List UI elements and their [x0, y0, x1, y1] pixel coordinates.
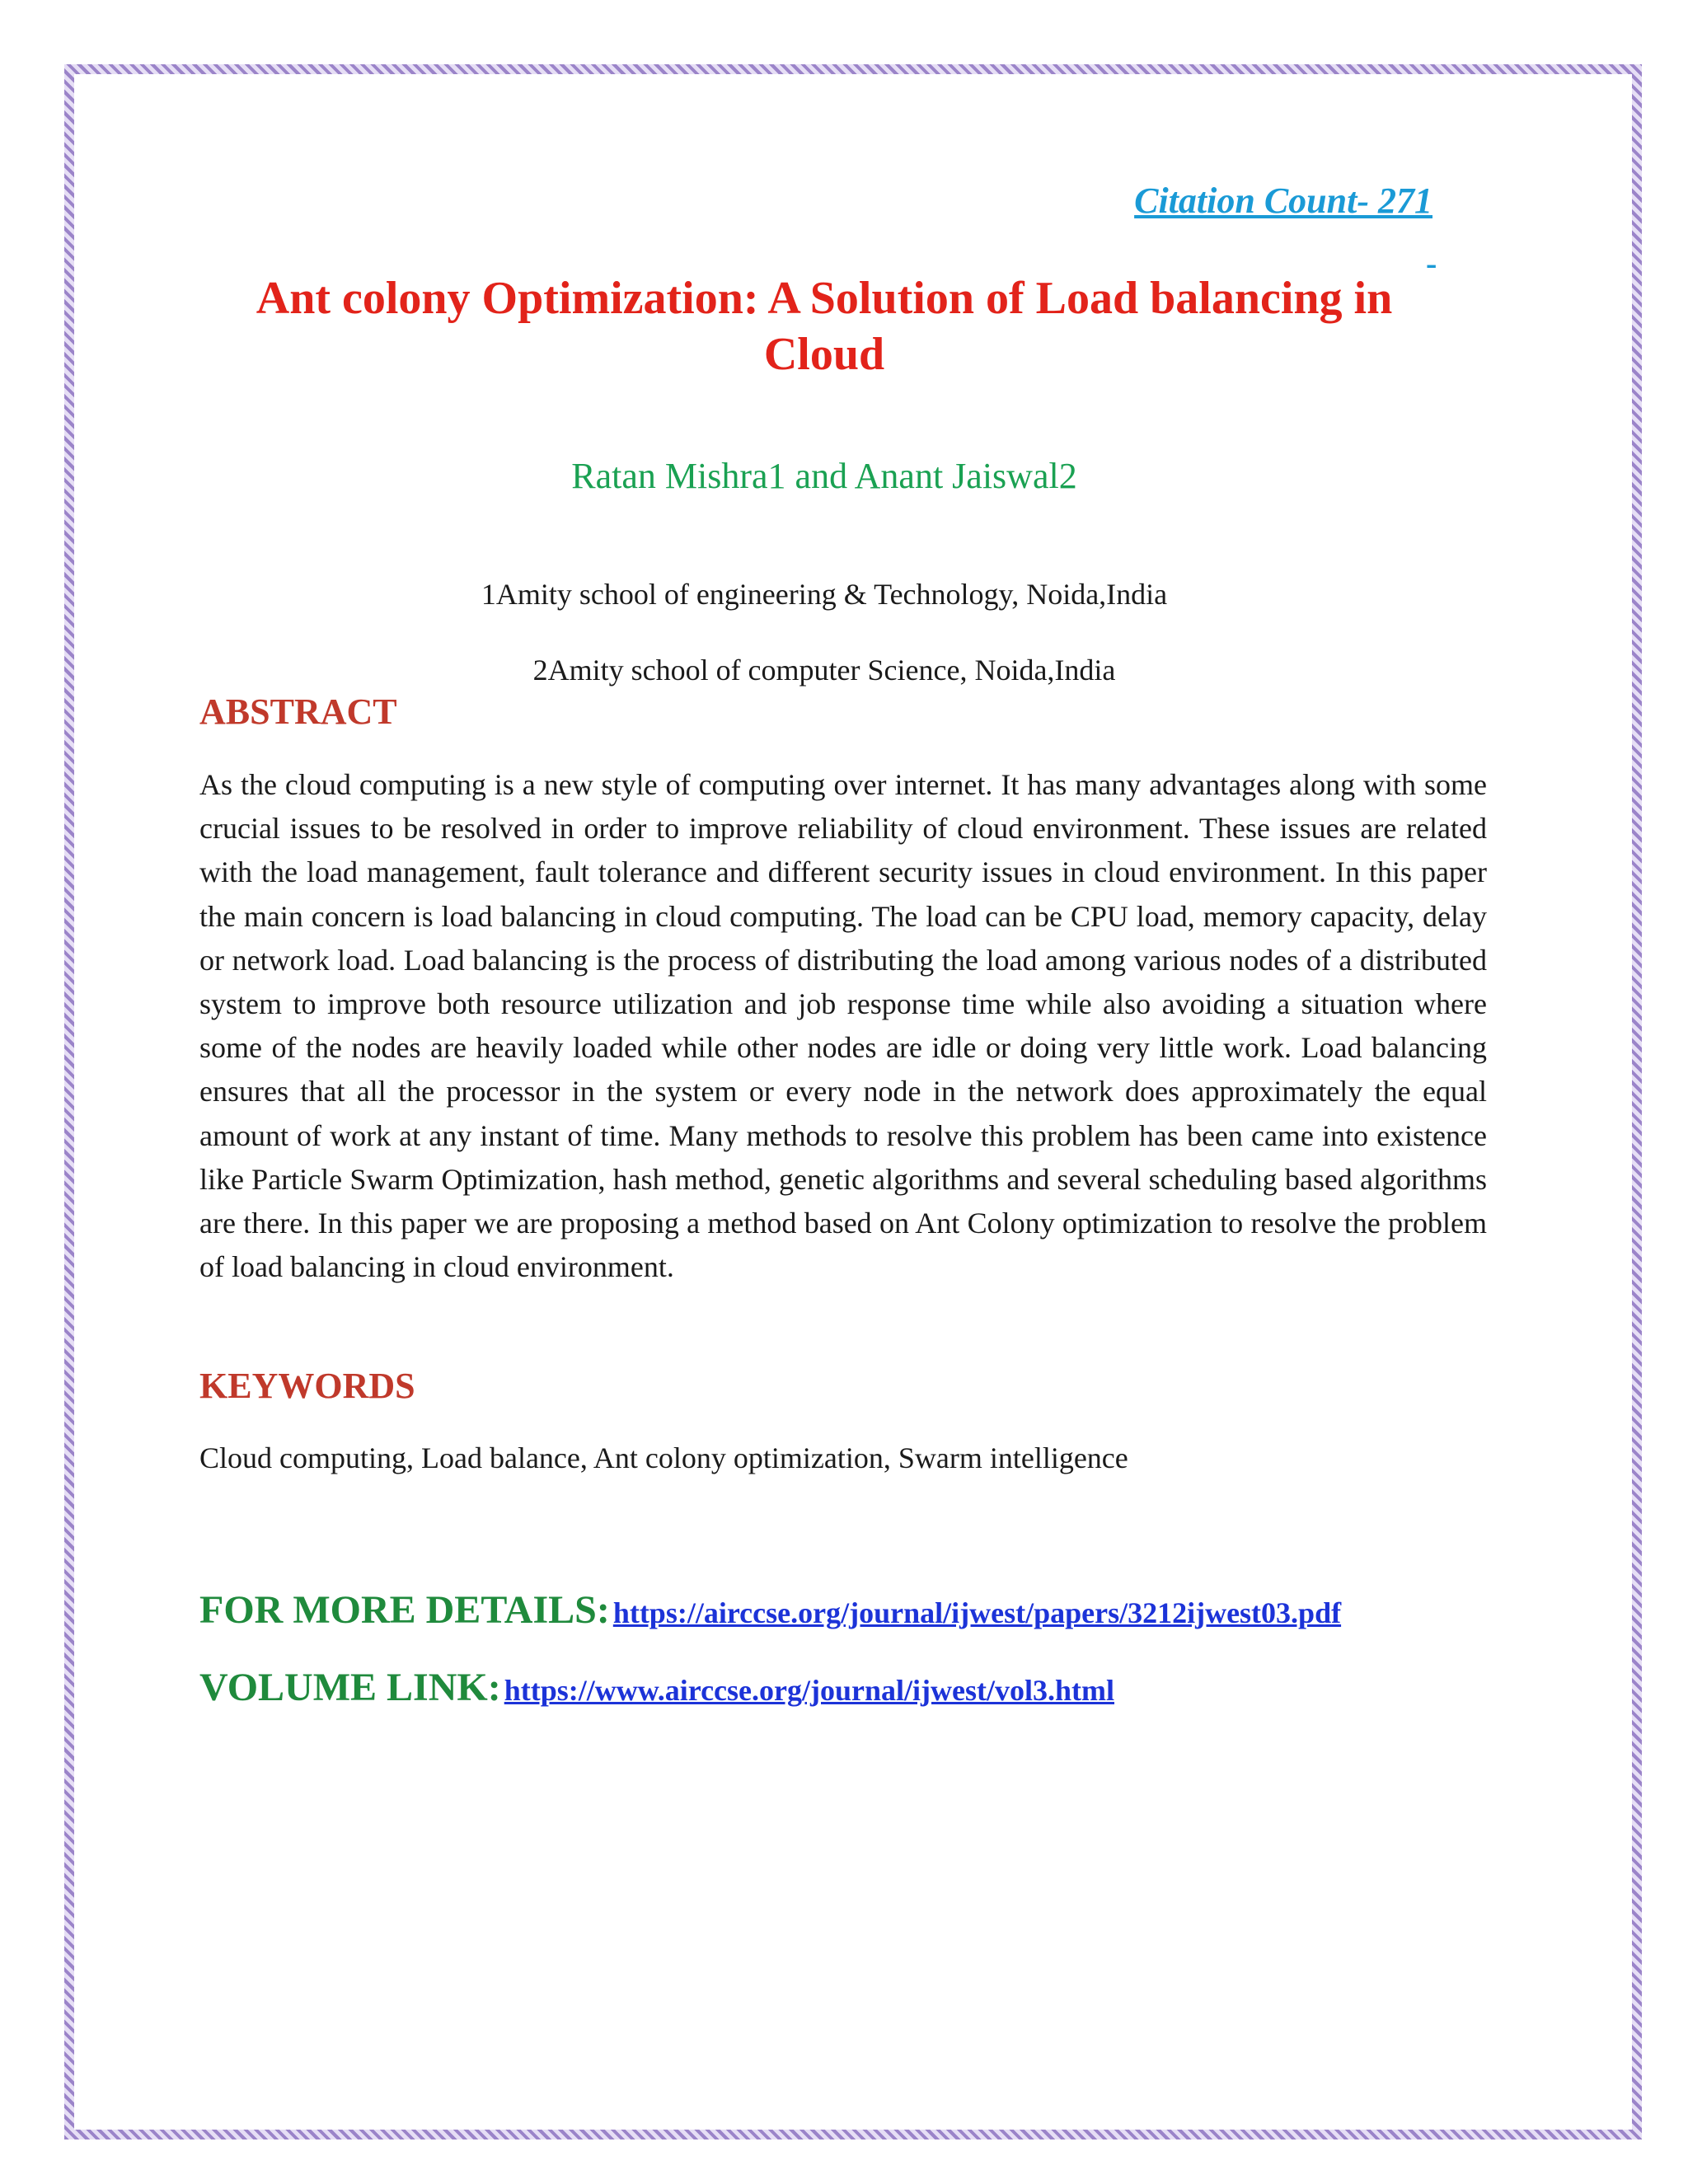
citation-dash: -: [1426, 245, 1437, 282]
affiliation-1: 1Amity school of engineering & Technology, Noida,India: [481, 578, 1168, 611]
more-details-label: FOR MORE DETAILS:: [199, 1588, 610, 1632]
keywords-heading: KEYWORDS: [199, 1366, 415, 1406]
volume-link-label: VOLUME LINK:: [199, 1666, 501, 1709]
paper-title: Ant colony Optimization: A Solution of Load balancing in Cloud: [256, 273, 1393, 380]
abstract-text: As the cloud computing is a new style of computing over internet. It has many advantages along with some crucial issues to be resolved in order to improve reliability of cloud environment. These issues are related with the load management, fault tolerance and different security issues in cloud environment. In this paper the main concern is load balancing in cloud computing. The load can be CPU load, memory capacity, delay or network load. Load balancing is the process of distributing the load among various nodes of a distributed system to improve both resource utilization and job response time while also avoiding a situation where some of the nodes are heavily loaded while other nodes are idle or doing very little work. Load balancing ensures that all the processor in the system or every node in the network does approximately the equal amount of work at any instant of time. Many methods to resolve this problem has been came into existence like Particle Swarm Optimization, hash method, genetic algorithms and several scheduling based algorithms are there. In this paper we are proposing a method based on Ant Colony optimization to resolve the problem of load balancing in cloud environment.: [199, 768, 1487, 1284]
abstract-heading: ABSTRACT: [199, 691, 397, 732]
more-details-link[interactable]: https://airccse.org/journal/ijwest/papers/3212ijwest03.pdf: [612, 1596, 1342, 1629]
citation-count-link[interactable]: Citation Count- 271: [1134, 180, 1432, 221]
authors: Ratan Mishra1 and Anant Jaiswal2: [571, 456, 1077, 496]
volume-link-row: [199, 1665, 1114, 1710]
keywords-text: Cloud computing, Load balance, Ant colony optimization, Swarm intelligence: [199, 1441, 1128, 1474]
volume-link[interactable]: https://www.airccse.org/journal/ijwest/vol3.html: [504, 1674, 1114, 1707]
affiliation-2: 2Amity school of computer Science, Noida,India: [532, 654, 1116, 687]
more-details-row: [199, 1587, 1341, 1633]
